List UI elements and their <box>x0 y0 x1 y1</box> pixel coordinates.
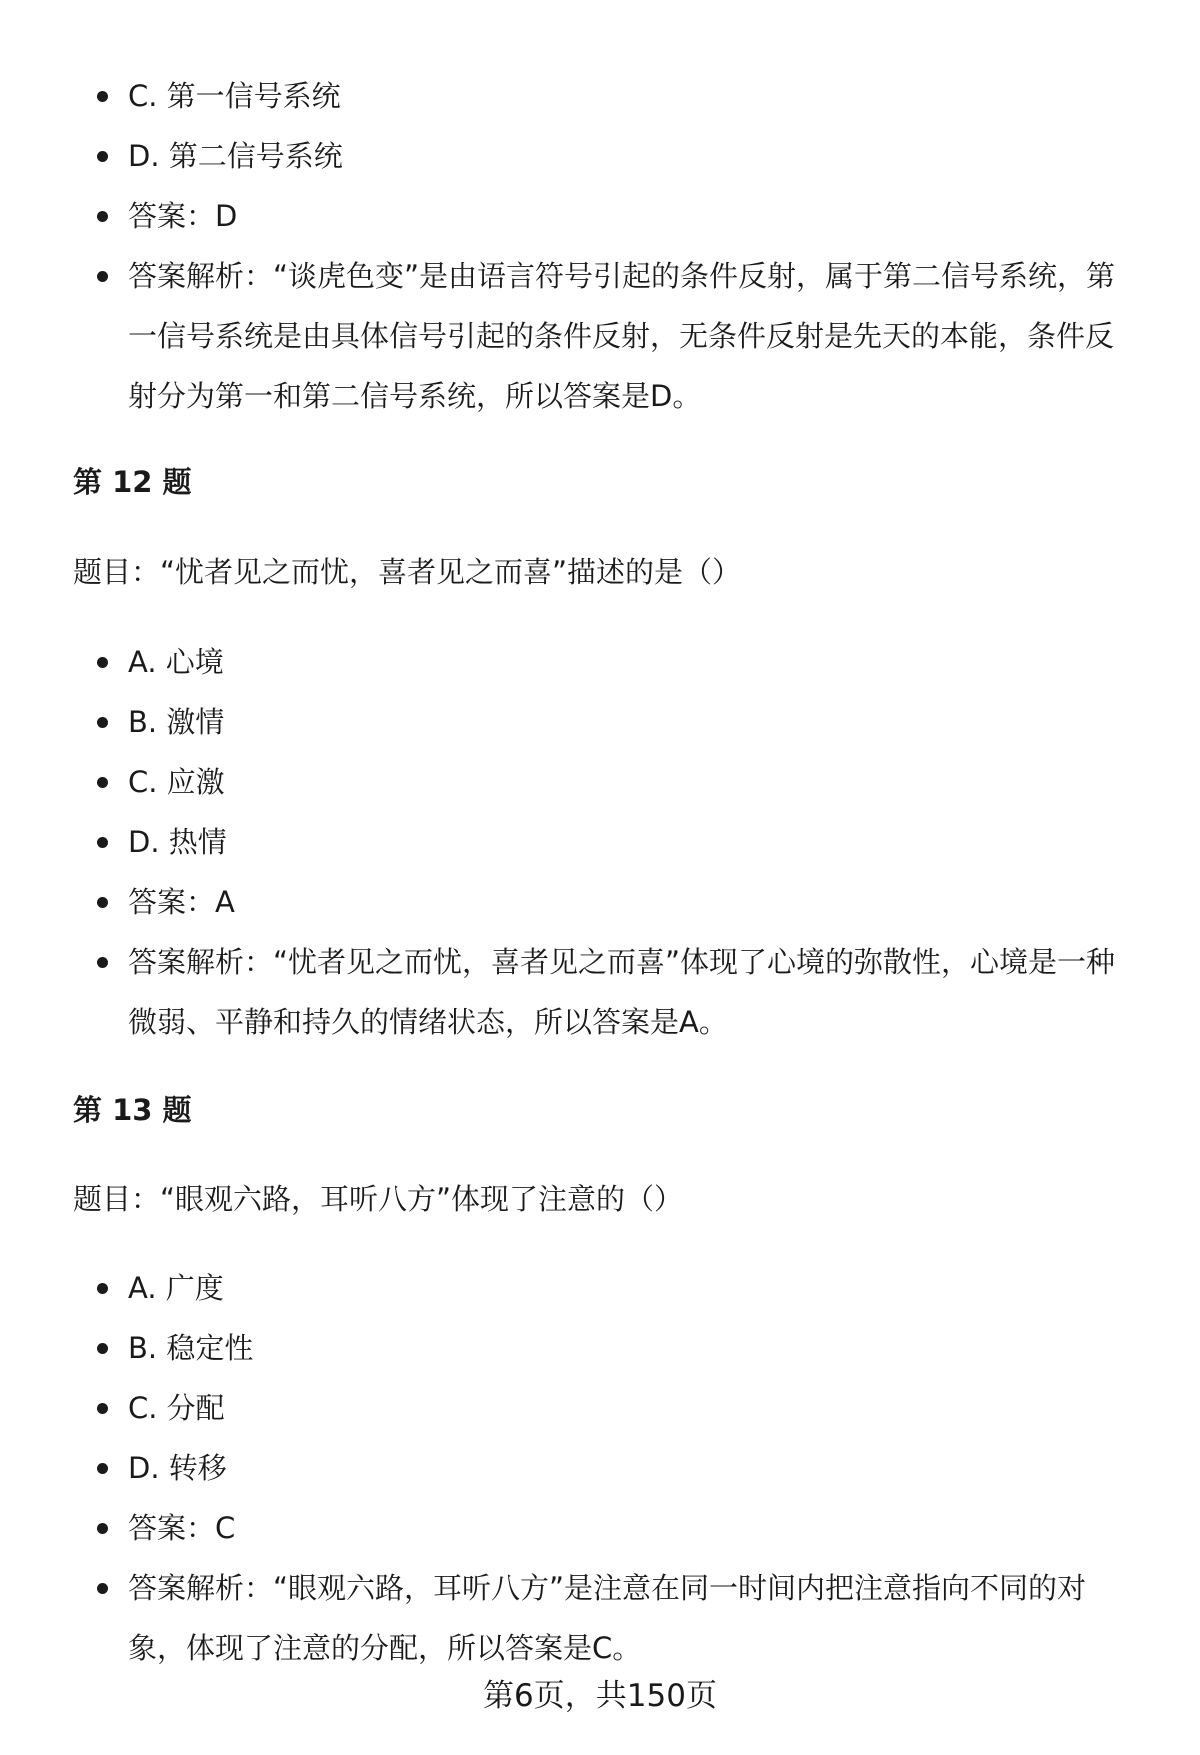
bullet-icon <box>97 1583 108 1594</box>
list-item <box>0 66 1200 126</box>
option-b: B. 稳定性 <box>128 1331 254 1365</box>
option-d: D. 转移 <box>128 1451 227 1485</box>
option-list-13 <box>0 1258 1200 1678</box>
bullet-icon <box>97 1403 108 1414</box>
list-item <box>0 692 1200 752</box>
option-c: C. 应激 <box>128 765 225 799</box>
question-heading-12: 第 12 题 <box>73 465 192 499</box>
bullet-icon <box>97 717 108 728</box>
answer-explanation: 答案解析：“忧者见之而忧，喜者见之而喜”体现了心境的弥散性，心境是一种微弱、平静和持久的情绪状态，所以答案是A。 <box>128 945 1116 1039</box>
list-item <box>0 186 1200 246</box>
option-c: C. 第一信号系统 <box>128 79 341 113</box>
list-item <box>0 126 1200 186</box>
list-item <box>0 812 1200 872</box>
question-stem-12: 题目：“忧者见之而忧，喜者见之而喜”描述的是（） <box>73 555 742 589</box>
list-item <box>0 932 1200 1052</box>
list-item <box>0 1378 1200 1438</box>
option-d: D. 热情 <box>128 825 227 859</box>
answer: 答案：C <box>128 1511 236 1545</box>
bullet-icon <box>97 1283 108 1294</box>
answer-explanation: 答案解析：“谈虎色变”是由语言符号引起的条件反射，属于第二信号系统，第一信号系统是由具体信号引起的条件反射，无条件反射是先天的本能，条件反射分为第一和第二信号系统，所以答案是D。 <box>128 259 1116 413</box>
answer-explanation: 答案解析：“眼观六路，耳听八方”是注意在同一时间内把注意指向不同的对象，体现了注意的分配，所以答案是C。 <box>128 1571 1087 1665</box>
bullet-icon <box>97 657 108 668</box>
answer: 答案：D <box>128 199 238 233</box>
bullet-icon <box>97 1523 108 1534</box>
option-b: B. 激情 <box>128 705 225 739</box>
bullet-icon <box>97 1343 108 1354</box>
option-d: D. 第二信号系统 <box>128 139 343 173</box>
list-item <box>0 1318 1200 1378</box>
bullet-icon <box>97 957 108 968</box>
bullet-icon <box>97 271 108 282</box>
answer: 答案：A <box>128 885 235 919</box>
list-item <box>0 1558 1200 1678</box>
list-item <box>0 1438 1200 1498</box>
page-number-footer: 第6页，共150页 <box>483 1678 717 1714</box>
question-stem-13: 题目：“眼观六路，耳听八方”体现了注意的（） <box>73 1182 684 1216</box>
list-item <box>0 1258 1200 1318</box>
bullet-icon <box>97 91 108 102</box>
option-a: A. 广度 <box>128 1271 224 1305</box>
option-a: A. 心境 <box>128 645 224 679</box>
list-item <box>0 752 1200 812</box>
list-item <box>0 1498 1200 1558</box>
bullet-icon <box>97 151 108 162</box>
bullet-icon <box>97 1463 108 1474</box>
option-list-prev <box>0 66 1200 426</box>
list-item <box>0 632 1200 692</box>
option-c: C. 分配 <box>128 1391 225 1425</box>
list-item <box>0 872 1200 932</box>
bullet-icon <box>97 897 108 908</box>
option-list-12 <box>0 632 1200 1052</box>
list-item <box>0 246 1200 426</box>
bullet-icon <box>97 777 108 788</box>
bullet-icon <box>97 211 108 222</box>
question-heading-13: 第 13 题 <box>73 1093 192 1127</box>
bullet-icon <box>97 837 108 848</box>
